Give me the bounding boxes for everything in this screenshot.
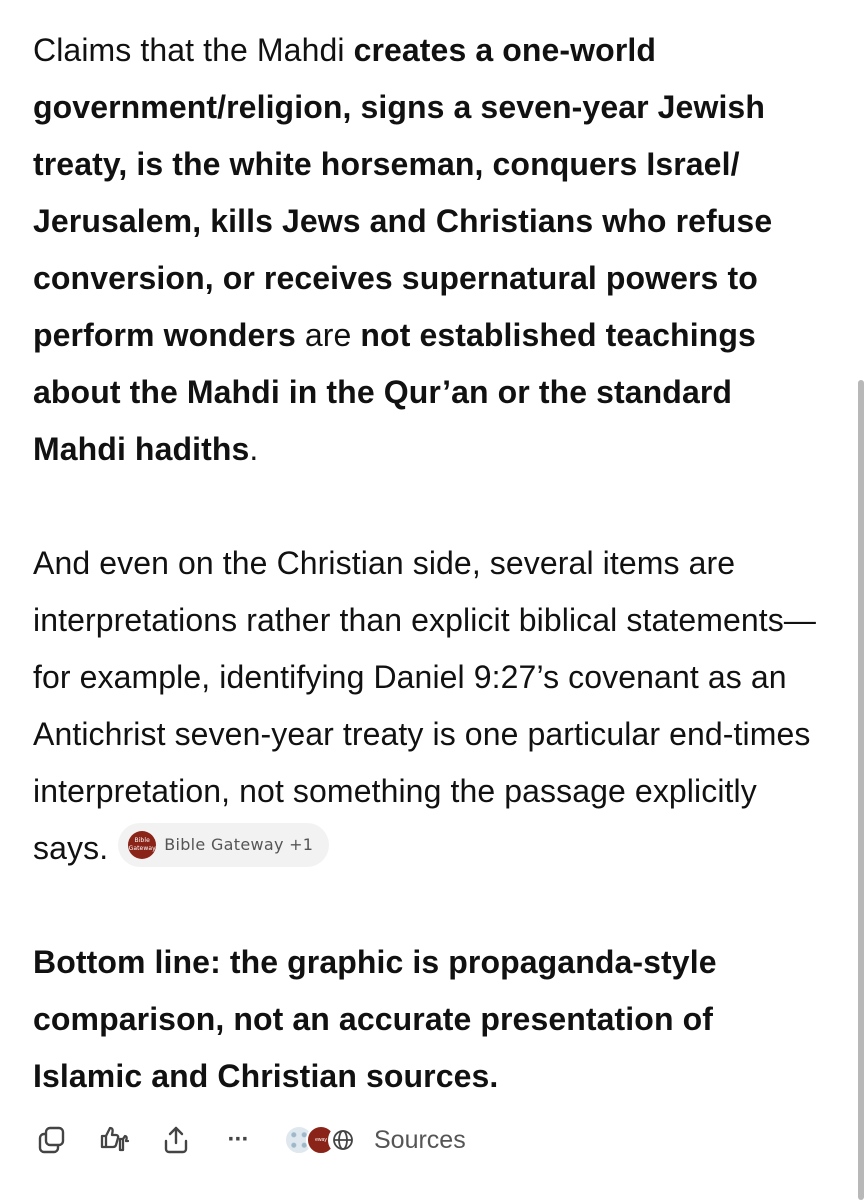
favicon-text: eway xyxy=(315,1137,327,1143)
text-segment: are xyxy=(295,317,361,353)
text-segment: Claims that the Mahdi xyxy=(33,32,354,68)
source-icon-stack xyxy=(284,1125,350,1155)
response-content xyxy=(33,22,823,1105)
paragraph-mahdi-claims xyxy=(33,22,823,478)
paragraph-bottom-line xyxy=(33,934,823,1105)
globe-favicon-icon xyxy=(328,1125,358,1155)
thumbs-feedback-icon xyxy=(97,1123,131,1157)
bible-gateway-logo xyxy=(128,831,156,859)
paragraph-christian-side xyxy=(33,535,823,877)
feedback-button[interactable] xyxy=(96,1122,132,1158)
bold-conclusion: not established teachings about the Mahdi in the Qur’an or the standard Mahdi hadiths xyxy=(33,317,756,467)
logo-text-gateway: Gateway xyxy=(128,844,156,852)
bottom-line-text: Bottom line: the graphic is propaganda-style comparison, not an accurate presentation of Islamic and Christian sources. xyxy=(33,944,717,1094)
copy-button[interactable] xyxy=(34,1122,70,1158)
copy-icon xyxy=(37,1125,67,1155)
share-icon xyxy=(161,1125,191,1155)
message-action-bar xyxy=(34,1120,466,1160)
scrollbar[interactable] xyxy=(858,380,864,1200)
citation-chip[interactable] xyxy=(118,823,329,867)
share-button[interactable] xyxy=(158,1122,194,1158)
more-icon: ··· xyxy=(227,1126,249,1153)
sources-button[interactable] xyxy=(284,1125,466,1155)
bold-claims: creates a one-world government/religion, signs a seven-year Jewish treaty, is the white horseman, conquers Israel/ Jerusalem, kills Jews and Christians who refuse conversion, or receives supernatural powers to perform wonders xyxy=(33,32,773,353)
paragraph-text: And even on the Christian side, several items are interpretations rather than explicit biblical statements—for example, identifying Daniel 9:27’s covenant as an Antichrist seven-year treaty is one particular end-times interpretation, not something the passage explicitly says. xyxy=(33,545,816,866)
logo-text-bible: Bible xyxy=(134,836,150,844)
citation-label: Bible Gateway +1 xyxy=(164,834,314,854)
sources-label: Sources xyxy=(374,1125,466,1154)
more-button[interactable] xyxy=(220,1122,256,1158)
text-segment: . xyxy=(249,431,259,467)
